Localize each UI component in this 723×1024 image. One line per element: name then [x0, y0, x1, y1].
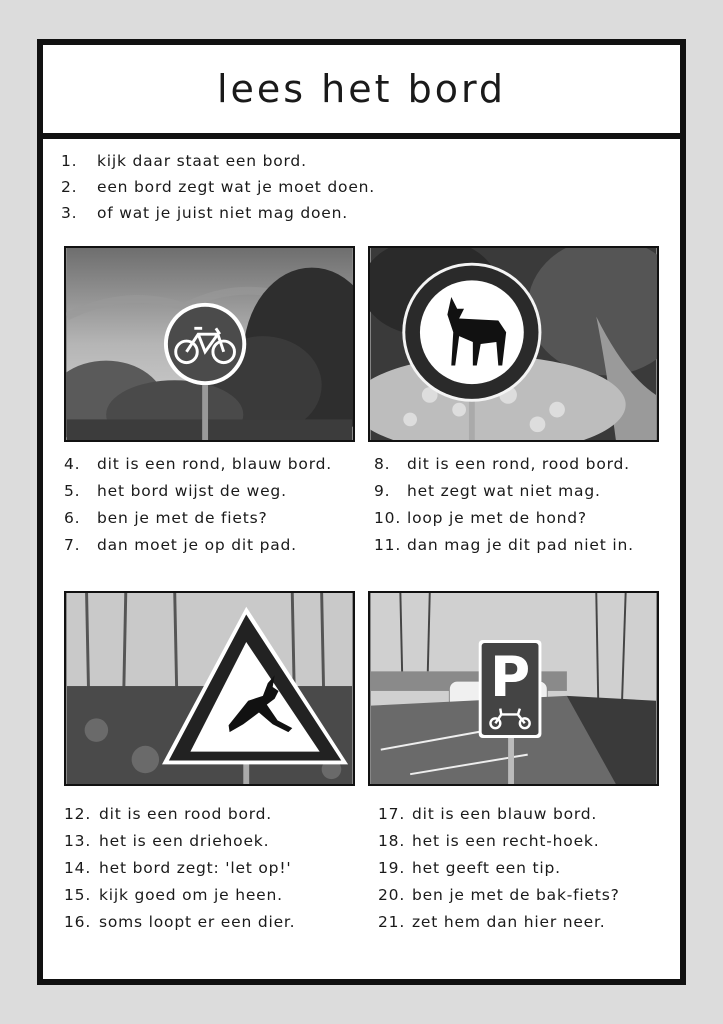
dog-sign-image: [370, 248, 657, 440]
item-text: een bord zegt wat je moet doen.: [97, 178, 376, 196]
item-number: 4.: [64, 455, 81, 473]
deer-sign-image: [66, 593, 353, 784]
item-number: 20.: [378, 886, 406, 904]
item-text: dit is een rood bord.: [99, 805, 273, 823]
item-number: 3.: [61, 204, 78, 222]
item-text: dit is een rond, blauw bord.: [97, 455, 332, 473]
item-number: 15.: [64, 886, 92, 904]
item-text: dit is een blauw bord.: [412, 805, 598, 823]
item-number: 11.: [374, 536, 402, 554]
item-text: het geeft een tip.: [412, 859, 561, 877]
item-number: 10.: [374, 509, 402, 527]
item-number: 14.: [64, 859, 92, 877]
item-text: of wat je juist niet mag doen.: [97, 204, 348, 222]
item-number: 12.: [64, 805, 92, 823]
item-text: zet hem dan hier neer.: [412, 913, 606, 931]
deer-sign-photo: [64, 591, 355, 786]
parking-sign-image: [370, 593, 657, 784]
item-number: 7.: [64, 536, 81, 554]
item-number: 19.: [378, 859, 406, 877]
item-number: 9.: [374, 482, 391, 500]
item-text: het bord zegt: 'let op!': [99, 859, 292, 877]
item-text: het is een driehoek.: [99, 832, 270, 850]
item-text: kijk goed om je heen.: [99, 886, 283, 904]
item-number: 6.: [64, 509, 81, 527]
item-number: 1.: [61, 152, 78, 170]
item-number: 5.: [64, 482, 81, 500]
item-number: 16.: [64, 913, 92, 931]
item-number: 8.: [374, 455, 391, 473]
item-text: loop je met de hond?: [407, 509, 587, 527]
item-text: dit is een rond, rood bord.: [407, 455, 630, 473]
item-number: 17.: [378, 805, 406, 823]
item-text: ben je met de fiets?: [97, 509, 268, 527]
item-text: dan moet je op dit pad.: [97, 536, 297, 554]
item-text: kijk daar staat een bord.: [97, 152, 307, 170]
item-number: 2.: [61, 178, 78, 196]
bicycle-sign-image: [66, 248, 353, 440]
parking-letter: P: [489, 644, 531, 709]
item-text: ben je met de bak-fiets?: [412, 886, 620, 904]
title-bar: [43, 45, 680, 139]
bicycle-sign-photo: [64, 246, 355, 442]
parking-sign-photo: [368, 591, 659, 786]
item-text: dan mag je dit pad niet in.: [407, 536, 634, 554]
item-text: het zegt wat niet mag.: [407, 482, 601, 500]
item-number: 21.: [378, 913, 406, 931]
item-number: 18.: [378, 832, 406, 850]
item-text: het is een recht-hoek.: [412, 832, 600, 850]
item-text: het bord wijst de weg.: [97, 482, 287, 500]
item-text: soms loopt er een dier.: [99, 913, 296, 931]
item-number: 13.: [64, 832, 92, 850]
page-title: lees het bord: [216, 67, 507, 111]
dog-sign-photo: [368, 246, 659, 442]
